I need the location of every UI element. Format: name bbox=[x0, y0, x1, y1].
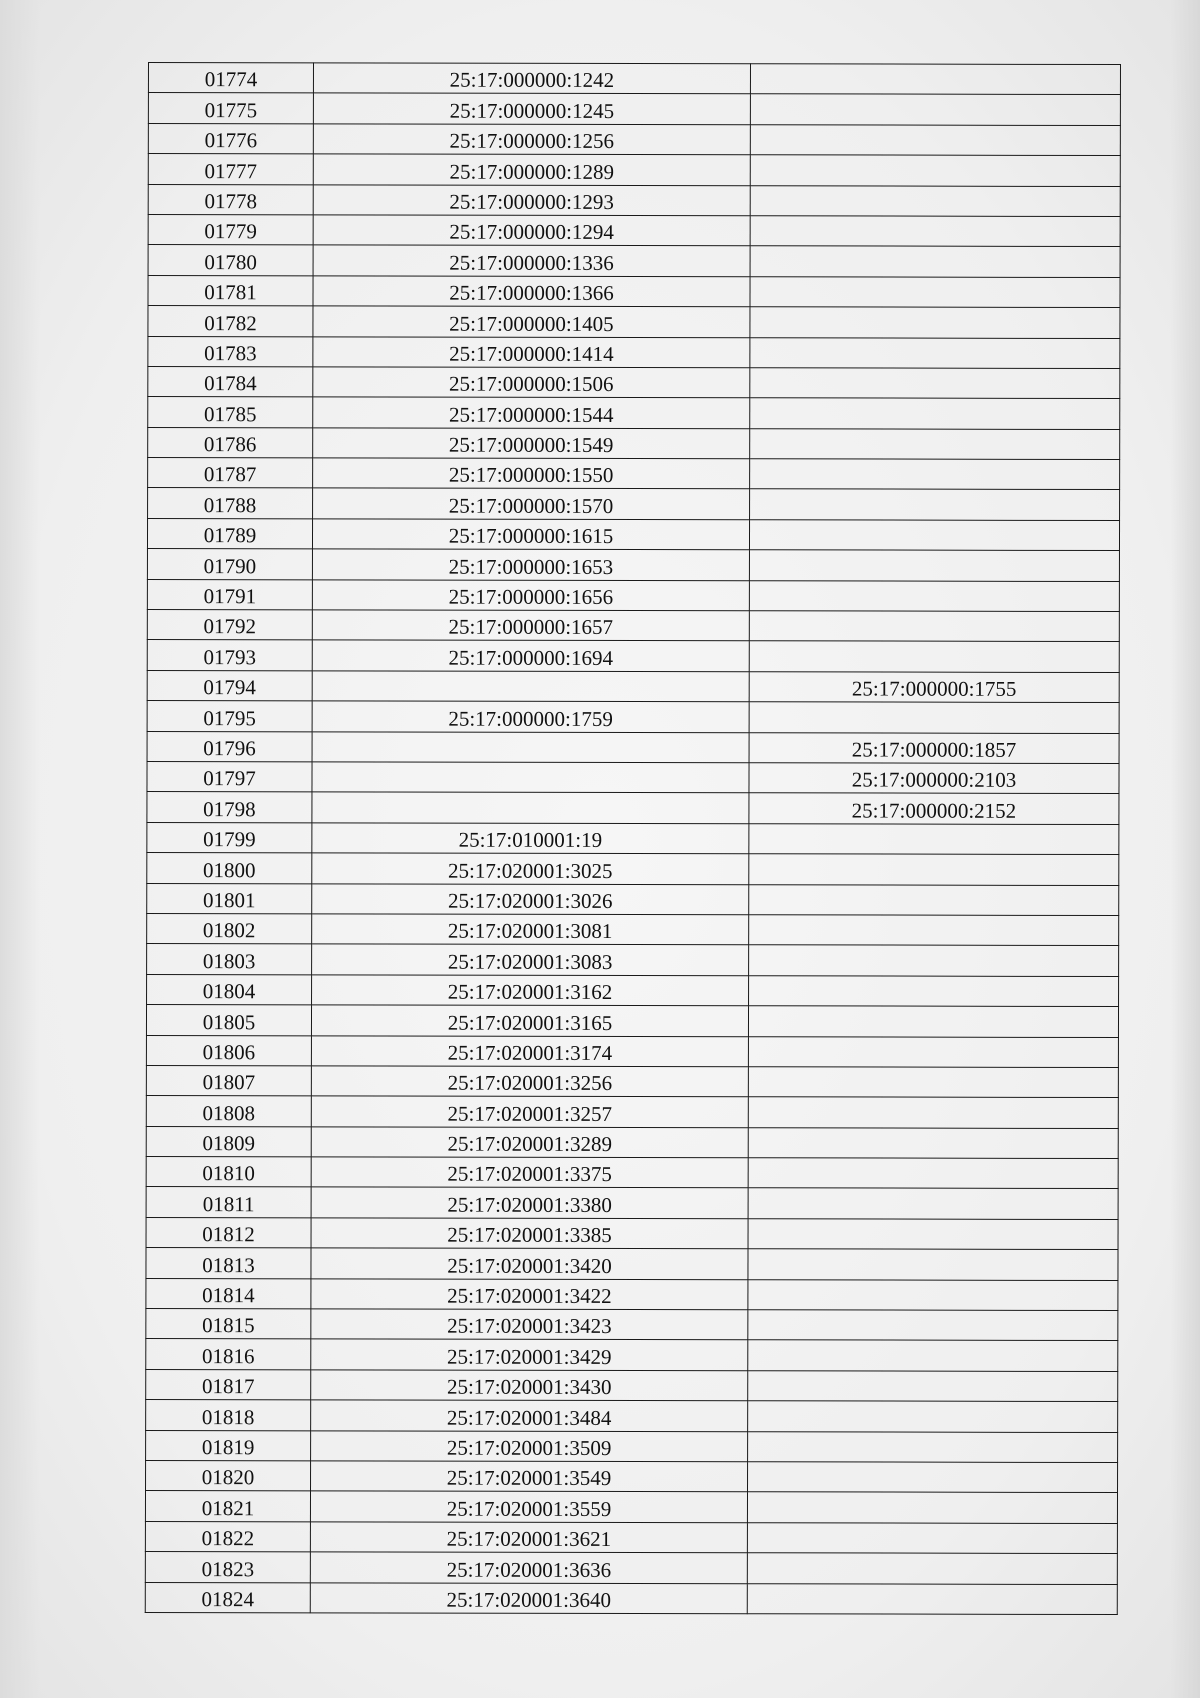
alt-cadastral-number-cell bbox=[750, 276, 1120, 307]
row-number-cell: 01806 bbox=[146, 1035, 311, 1066]
row-number-cell: 01800 bbox=[147, 853, 312, 884]
table-row bbox=[145, 1491, 1117, 1523]
table-row bbox=[146, 1096, 1118, 1128]
alt-cadastral-number-cell bbox=[750, 155, 1120, 186]
table-row bbox=[148, 123, 1120, 155]
cadastral-number-cell: 25:17:020001:3509 bbox=[311, 1430, 748, 1461]
row-number-cell: 01816 bbox=[146, 1339, 311, 1370]
alt-cadastral-number-cell bbox=[748, 1431, 1118, 1462]
cadastral-number-cell: 25:17:020001:3559 bbox=[310, 1491, 747, 1522]
row-number-cell: 01809 bbox=[146, 1126, 311, 1157]
row-number-cell: 01794 bbox=[147, 670, 312, 701]
alt-cadastral-number-cell bbox=[748, 1219, 1118, 1250]
alt-cadastral-number-cell bbox=[750, 185, 1120, 216]
cadastral-number-cell: 25:17:020001:3081 bbox=[312, 914, 749, 945]
table-row bbox=[146, 1005, 1118, 1037]
alt-cadastral-number-cell bbox=[750, 94, 1120, 125]
table-row bbox=[146, 1400, 1118, 1432]
cadastral-number-cell bbox=[312, 762, 749, 793]
cadastral-number-cell: 25:17:000000:1615 bbox=[312, 519, 749, 550]
row-number-cell: 01795 bbox=[147, 701, 312, 732]
table-row bbox=[146, 1460, 1118, 1492]
cadastral-number-cell: 25:17:020001:3430 bbox=[311, 1370, 748, 1401]
alt-cadastral-number-cell bbox=[749, 824, 1119, 855]
alt-cadastral-number-cell bbox=[747, 1492, 1117, 1523]
alt-cadastral-number-cell bbox=[750, 489, 1120, 520]
row-number-cell: 01819 bbox=[146, 1430, 311, 1461]
alt-cadastral-number-cell bbox=[748, 1097, 1118, 1128]
table-row bbox=[147, 883, 1119, 915]
row-number-cell: 01788 bbox=[148, 488, 313, 519]
alt-cadastral-number-cell bbox=[750, 64, 1120, 95]
row-number-cell: 01777 bbox=[148, 154, 313, 185]
table-row bbox=[146, 1065, 1118, 1097]
row-number-cell: 01821 bbox=[145, 1491, 310, 1522]
cadastral-number-cell: 25:17:000000:1653 bbox=[312, 549, 749, 580]
row-number-cell: 01778 bbox=[148, 184, 313, 215]
row-number-cell: 01805 bbox=[146, 1005, 311, 1036]
row-number-cell: 01799 bbox=[147, 822, 312, 853]
row-number-cell: 01818 bbox=[146, 1400, 311, 1431]
alt-cadastral-number-cell bbox=[748, 1340, 1118, 1371]
cadastral-number-cell: 25:17:000000:1694 bbox=[312, 640, 749, 671]
row-number-cell: 01774 bbox=[148, 63, 313, 94]
cadastral-number-cell: 25:17:000000:1550 bbox=[313, 458, 750, 489]
cadastral-number-cell: 25:17:020001:3385 bbox=[311, 1218, 748, 1249]
alt-cadastral-number-cell: 25:17:000000:1857 bbox=[749, 732, 1119, 763]
cadastral-number-cell: 25:17:020001:3429 bbox=[311, 1339, 748, 1370]
row-number-cell: 01824 bbox=[145, 1582, 310, 1613]
alt-cadastral-number-cell bbox=[748, 1310, 1118, 1341]
table-row bbox=[148, 397, 1120, 429]
row-number-cell: 01823 bbox=[145, 1552, 310, 1583]
row-number-cell: 01807 bbox=[146, 1065, 311, 1096]
row-number-cell: 01804 bbox=[147, 974, 312, 1005]
table-row bbox=[146, 1430, 1118, 1462]
row-number-cell: 01801 bbox=[147, 883, 312, 914]
cadastral-number-cell: 25:17:000000:1245 bbox=[313, 93, 750, 124]
alt-cadastral-number-cell bbox=[748, 1127, 1118, 1158]
cadastral-number-cell: 25:17:000000:1256 bbox=[313, 124, 750, 155]
cadastral-number-cell: 25:17:020001:3636 bbox=[310, 1552, 747, 1583]
alt-cadastral-number-cell bbox=[747, 1553, 1117, 1584]
alt-cadastral-number-cell bbox=[748, 1249, 1118, 1280]
cadastral-number-cell: 25:17:000000:1544 bbox=[313, 397, 750, 428]
cadastral-number-cell: 25:17:000000:1405 bbox=[313, 306, 750, 337]
cadastral-number-cell: 25:17:020001:3484 bbox=[311, 1400, 748, 1431]
row-number-cell: 01785 bbox=[148, 397, 313, 428]
alt-cadastral-number-cell bbox=[748, 1371, 1118, 1402]
table-row bbox=[147, 913, 1119, 945]
alt-cadastral-number-cell bbox=[750, 428, 1120, 459]
row-number-cell: 01820 bbox=[146, 1460, 311, 1491]
alt-cadastral-number-cell bbox=[748, 1188, 1118, 1219]
table-row bbox=[148, 275, 1120, 307]
alt-cadastral-number-cell bbox=[747, 1583, 1117, 1614]
alt-cadastral-number-cell bbox=[749, 975, 1119, 1006]
alt-cadastral-number-cell bbox=[749, 854, 1119, 885]
alt-cadastral-number-cell bbox=[749, 945, 1119, 976]
cadastral-number-cell: 25:17:020001:3380 bbox=[311, 1187, 748, 1218]
alt-cadastral-number-cell bbox=[748, 1036, 1118, 1067]
alt-cadastral-number-cell bbox=[749, 611, 1119, 642]
table-row bbox=[147, 731, 1119, 763]
row-number-cell: 01789 bbox=[147, 518, 312, 549]
cadastral-number-cell: 25:17:020001:3026 bbox=[312, 883, 749, 914]
row-number-cell: 01811 bbox=[146, 1187, 311, 1218]
table-row bbox=[147, 822, 1119, 854]
cadastral-number-table bbox=[145, 62, 1121, 1615]
row-number-cell: 01782 bbox=[148, 306, 313, 337]
table-row bbox=[146, 1187, 1118, 1219]
table-row bbox=[147, 518, 1119, 550]
alt-cadastral-number-cell bbox=[750, 307, 1120, 338]
table-row bbox=[147, 944, 1119, 976]
cadastral-number-cell: 25:17:000000:1294 bbox=[313, 215, 750, 246]
alt-cadastral-number-cell: 25:17:000000:2152 bbox=[749, 793, 1119, 824]
cadastral-number-cell: 25:17:020001:3083 bbox=[312, 944, 749, 975]
table-row bbox=[147, 701, 1119, 733]
table-row bbox=[146, 1278, 1118, 1310]
row-number-cell: 01793 bbox=[147, 640, 312, 671]
alt-cadastral-number-cell bbox=[750, 459, 1120, 490]
row-number-cell: 01815 bbox=[146, 1309, 311, 1340]
table-row bbox=[147, 792, 1119, 824]
cadastral-number-cell: 25:17:020001:3423 bbox=[311, 1309, 748, 1340]
alt-cadastral-number-cell: 25:17:000000:2103 bbox=[749, 763, 1119, 794]
table-row bbox=[146, 1157, 1118, 1189]
table-body bbox=[145, 63, 1120, 1615]
row-number-cell: 01817 bbox=[146, 1369, 311, 1400]
table-row bbox=[148, 488, 1120, 520]
row-number-cell: 01787 bbox=[148, 458, 313, 489]
row-number-cell: 01797 bbox=[147, 761, 312, 792]
alt-cadastral-number-cell bbox=[750, 368, 1120, 399]
table-row bbox=[148, 154, 1120, 186]
row-number-cell: 01814 bbox=[146, 1278, 311, 1309]
alt-cadastral-number-cell bbox=[750, 398, 1120, 429]
cadastral-number-cell: 25:17:000000:1759 bbox=[312, 701, 749, 732]
alt-cadastral-number-cell bbox=[749, 520, 1119, 551]
cadastral-number-cell: 25:17:020001:3165 bbox=[311, 1005, 748, 1036]
row-number-cell: 01803 bbox=[147, 944, 312, 975]
cadastral-number-cell: 25:17:000000:1289 bbox=[313, 154, 750, 185]
alt-cadastral-number-cell bbox=[749, 702, 1119, 733]
table-row bbox=[148, 458, 1120, 490]
cadastral-number-cell: 25:17:000000:1570 bbox=[313, 488, 750, 519]
row-number-cell: 01783 bbox=[148, 336, 313, 367]
alt-cadastral-number-cell bbox=[748, 1462, 1118, 1493]
cadastral-number-cell: 25:17:020001:3375 bbox=[311, 1157, 748, 1188]
cadastral-number-cell: 25:17:000000:1242 bbox=[313, 63, 750, 94]
row-number-cell: 01810 bbox=[146, 1157, 311, 1188]
table-row bbox=[146, 1309, 1118, 1341]
cadastral-number-cell: 25:17:020001:3162 bbox=[312, 975, 749, 1006]
alt-cadastral-number-cell bbox=[750, 216, 1120, 247]
table-row bbox=[145, 1552, 1117, 1584]
alt-cadastral-number-cell bbox=[749, 884, 1119, 915]
cadastral-number-cell bbox=[312, 731, 749, 762]
cadastral-number-cell: 25:17:020001:3289 bbox=[311, 1127, 748, 1158]
cadastral-number-cell: 25:17:010001:19 bbox=[312, 823, 749, 854]
alt-cadastral-number-cell bbox=[750, 125, 1120, 156]
cadastral-number-cell: 25:17:000000:1293 bbox=[313, 184, 750, 215]
cadastral-number-cell: 25:17:020001:3256 bbox=[311, 1066, 748, 1097]
alt-cadastral-number-cell bbox=[748, 1158, 1118, 1189]
table-row bbox=[148, 336, 1120, 368]
cadastral-number-cell bbox=[312, 792, 749, 823]
row-number-cell: 01822 bbox=[145, 1521, 310, 1552]
alt-cadastral-number-cell bbox=[749, 641, 1119, 672]
cadastral-number-cell: 25:17:000000:1549 bbox=[313, 428, 750, 459]
table-row bbox=[146, 1217, 1118, 1249]
row-number-cell: 01784 bbox=[148, 366, 313, 397]
table-row bbox=[145, 1582, 1117, 1614]
alt-cadastral-number-cell bbox=[748, 1279, 1118, 1310]
cadastral-number-cell: 25:17:020001:3422 bbox=[311, 1278, 748, 1309]
cadastral-number-cell: 25:17:000000:1506 bbox=[313, 367, 750, 398]
alt-cadastral-number-cell bbox=[748, 1401, 1118, 1432]
alt-cadastral-number-cell bbox=[749, 915, 1119, 946]
row-number-cell: 01776 bbox=[148, 123, 313, 154]
table-row bbox=[148, 93, 1120, 125]
table-row bbox=[147, 610, 1119, 642]
row-number-cell: 01813 bbox=[146, 1248, 311, 1279]
row-number-cell: 01780 bbox=[148, 245, 313, 276]
row-number-cell: 01808 bbox=[146, 1096, 311, 1127]
cadastral-number-cell: 25:17:000000:1336 bbox=[313, 245, 750, 276]
table-row bbox=[148, 214, 1120, 246]
cadastral-number-cell: 25:17:020001:3549 bbox=[311, 1461, 748, 1492]
table-row bbox=[147, 761, 1119, 793]
cadastral-number-cell: 25:17:000000:1366 bbox=[313, 276, 750, 307]
row-number-cell: 01792 bbox=[147, 610, 312, 641]
alt-cadastral-number-cell bbox=[750, 246, 1120, 277]
alt-cadastral-number-cell: 25:17:000000:1755 bbox=[749, 672, 1119, 703]
row-number-cell: 01786 bbox=[148, 427, 313, 458]
alt-cadastral-number-cell bbox=[748, 1006, 1118, 1037]
table-row bbox=[148, 63, 1120, 95]
table-row bbox=[148, 366, 1120, 398]
cadastral-number-cell: 25:17:020001:3420 bbox=[311, 1248, 748, 1279]
alt-cadastral-number-cell bbox=[749, 580, 1119, 611]
table-row bbox=[146, 1035, 1118, 1067]
row-number-cell: 01779 bbox=[148, 214, 313, 245]
alt-cadastral-number-cell bbox=[748, 1067, 1118, 1098]
cadastral-number-cell: 25:17:020001:3174 bbox=[311, 1035, 748, 1066]
alt-cadastral-number-cell bbox=[750, 337, 1120, 368]
cadastral-number-cell bbox=[312, 671, 749, 702]
table-row bbox=[147, 974, 1119, 1006]
table-row bbox=[146, 1339, 1118, 1371]
cadastral-number-cell: 25:17:020001:3257 bbox=[311, 1096, 748, 1127]
table-row bbox=[147, 579, 1119, 611]
alt-cadastral-number-cell bbox=[747, 1523, 1117, 1554]
table-row bbox=[148, 306, 1120, 338]
table-row bbox=[148, 245, 1120, 277]
alt-cadastral-number-cell bbox=[749, 550, 1119, 581]
table-row bbox=[146, 1126, 1118, 1158]
table-row bbox=[146, 1369, 1118, 1401]
row-number-cell: 01790 bbox=[147, 549, 312, 580]
row-number-cell: 01798 bbox=[147, 792, 312, 823]
row-number-cell: 01791 bbox=[147, 579, 312, 610]
table-row bbox=[145, 1521, 1117, 1553]
table-row bbox=[148, 184, 1120, 216]
table-row bbox=[147, 670, 1119, 702]
cadastral-number-cell: 25:17:000000:1414 bbox=[313, 336, 750, 367]
cadastral-number-cell: 25:17:020001:3025 bbox=[312, 853, 749, 884]
table-row bbox=[147, 853, 1119, 885]
table-row bbox=[147, 549, 1119, 581]
cadastral-number-cell: 25:17:000000:1657 bbox=[312, 610, 749, 641]
row-number-cell: 01796 bbox=[147, 731, 312, 762]
cadastral-number-cell: 25:17:000000:1656 bbox=[312, 579, 749, 610]
table-row bbox=[146, 1248, 1118, 1280]
cadastral-number-cell: 25:17:020001:3640 bbox=[310, 1582, 747, 1613]
table-row bbox=[148, 427, 1120, 459]
row-number-cell: 01802 bbox=[147, 913, 312, 944]
row-number-cell: 01781 bbox=[148, 275, 313, 306]
row-number-cell: 01775 bbox=[148, 93, 313, 124]
cadastral-number-cell: 25:17:020001:3621 bbox=[310, 1522, 747, 1553]
table-row bbox=[147, 640, 1119, 672]
row-number-cell: 01812 bbox=[146, 1217, 311, 1248]
